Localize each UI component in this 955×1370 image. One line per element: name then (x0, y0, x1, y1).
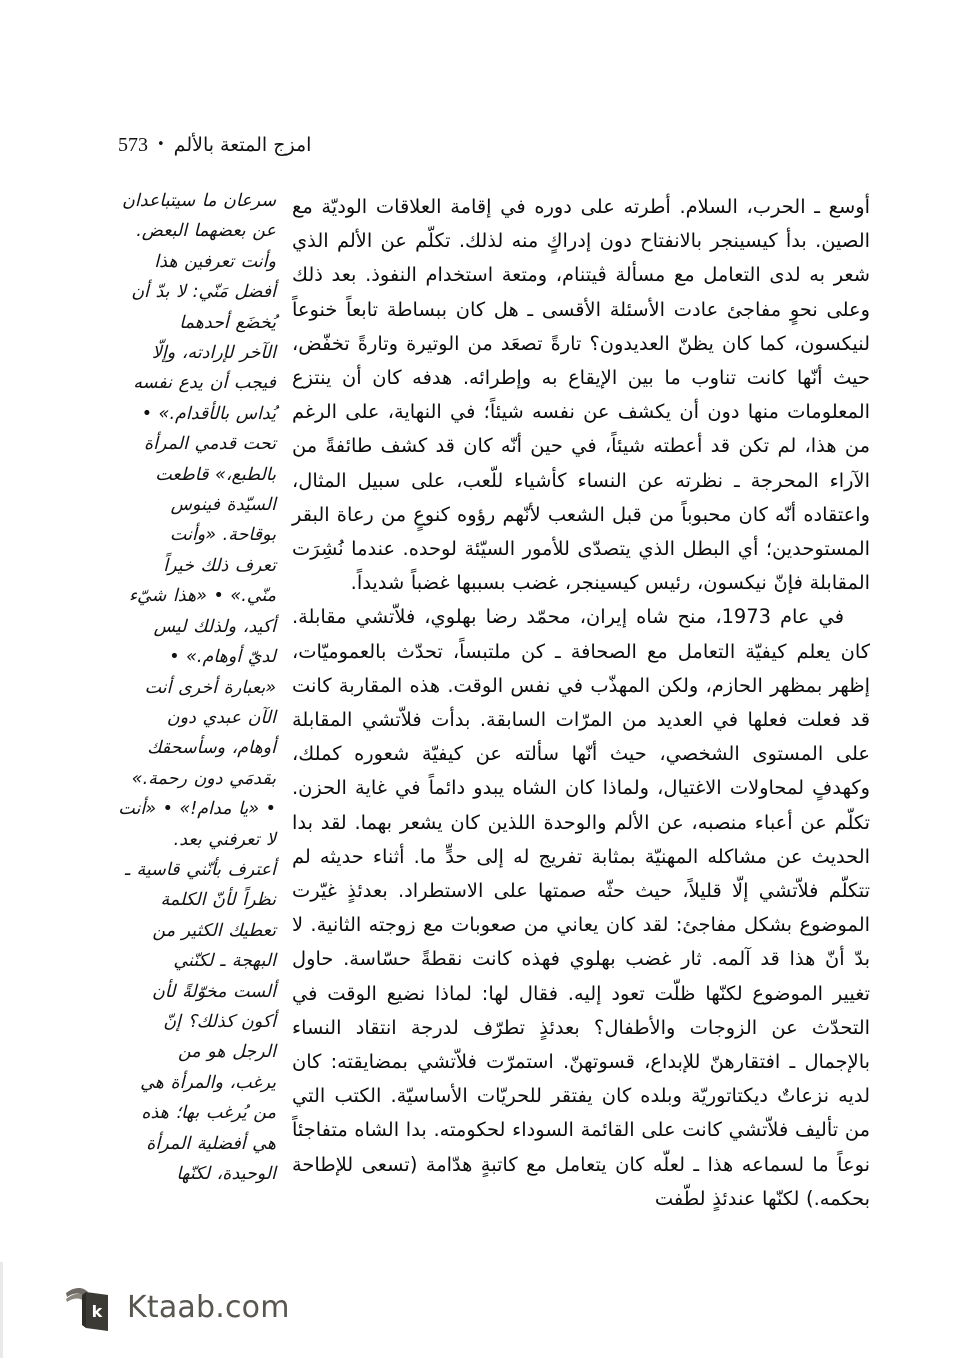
body-paragraph: في عام 1973، منح شاه إيران، محمّد رضا بهلوي، فلاّتشي مقابلة. كان يعلم كيفيّة التعامل مع الصحافة ـ كن ملتبساً، تحدّث بالعموميّات، إظهر بمظهر الحازم، ولكن المهذّب في نفس الوقت. هذه المقاربة كانت قد فعلت فعلها في العديد من المرّات السابقة. بدأت فلاّتشي المقابلة على المستوى الشخصي، حيث أنّها سألته عن كيفيّة شعوره كملك، وكهدفٍ لمحاولات الاغتيال، ولماذا كان الشاه يبدو دائماً في غاية الحزن. تكلّم عن أعباء منصبه، عن الألم والوحدة اللذين كان يشعر بهما. لقد بدا الحديث عن مشاكله المهنيّة بمثابة تفريج له إلى حدٍّ ما. أثناء حديثه لم تتكلّم فلاّتشي إلّا قليلاً، حيث حثّه صمتها على الاستطراد. بعدئذٍ غيّرت الموضوع بشكل مفاجئ: لقد كان يعاني من صعوبات مع زوجته الثانية. لا بدّ أنّ هذا قد آلمه. ثار غضب بهلوي فهذه كانت نقطةً حسّاسة. حاول تغيير الموضوع لكنّها ظلّت تعود إليه. فقال لها: لماذا نضيع الوقت في التحدّث عن الزوجات والأطفال؟ بعدئذٍ تطرّف لدرجة انتقاد النساء بالإجمال ـ افتقارهنّ للإبداع، قسوتهنّ. استمرّت فلاّتشي بمضايقته: كان لديه نزعاتٌ ديكتاتوريّة وبلده كان يفتقر للحريّات الأساسيّة. الكتب التي من تأليف فلاّتشي كانت على القائمة السوداء لحكومته. بدا الشاه متفاجئاً نوعاً ما لسماعه هذا ـ لعلّه كان يتعامل مع كاتبةٍ هدّامة (تسعى للإطاحة بحكمه.) لكنّها عندئذٍ لطّفت (292, 605, 870, 1210)
page-edge-shadow (0, 1262, 3, 1358)
svg-text:k: k (91, 1302, 103, 1321)
sidenote-line: أوهام، وسأسحقك (147, 738, 276, 759)
running-header-inner (118, 128, 311, 162)
running-header (0, 128, 400, 162)
sidenote-line: لا تعرفني بعد. (173, 829, 276, 850)
sidenote-line: تحت قدمي المرأة (144, 434, 276, 455)
sidenote-line: الوحيدة، لكنّها (176, 1164, 276, 1184)
sidenote-line: بوقاحة. «وأنت (169, 525, 276, 546)
sidenote-line: بالطبع،» قاطعت (155, 464, 276, 485)
sidenote-line: أعترف بأنّني قاسية ـ (124, 859, 276, 880)
sidenote-line: «بعبارة أخرى أنت (144, 677, 276, 698)
sidenote-line: البهجة ـ لكنّني (173, 951, 276, 972)
page-number: 573 (118, 134, 148, 156)
sidenote-line: • «يا مدام!» • «أنت (118, 799, 276, 820)
sidenote-line: نظراً لأنّ الكلمة (160, 890, 276, 911)
sidenote-line: يُخضَع أحدهما (179, 312, 276, 333)
body-paragraph: أوسع ـ الحرب، السلام. أطرته على دوره في إقامة العلاقات الوديّة مع الصين. بدأ كيسينجر بالانفتاح دون إدراكٍ منه لذلك. تكلّم عن الألم الذي شعر به لدى التعامل مع مسألة ڤيتنام، ومتعة استخدام النفوذ. بعد ذلك وعلى نحوٍ مفاجئ عادت الأسئلة الأقسى ـ هل كان ببساطة تابعاً خنوعاً لنيكسون، كما كان يظنّ العديدون؟ تارةً تصعَد من الوتيرة وتارةً تخفّض، حيث أنّها كانت تناوب ما بين الإيقاع به وإطرائه. هدفه كان أن ينتزع المعلومات منها دون أن يكشف عن نفسه شيئاً؛ في النهاية، على الرغم من هذا، لم تكن قد أعطته شيئاً، في حين أنّه كان قد كشف طائفةً من الآراء المحرجة ـ نظرته عن النساء كأشياء للّعب، على سبيل المثال، واعتقاده أنّه كان محبوباً من قبل الشعب لأنّهم رؤوه كنوعٍ من رعاة البقر المستوحدين؛ أي البطل الذي يتصدّى للأمور السيّئة لوحده. عندما نُشِرَت المقابلة فإنّ نيكسون، رئيس كيسينجر، غضب بسببها غضباً شديداً. (292, 195, 870, 595)
sidenote-line: أكيد، ولذلك ليس (153, 616, 276, 637)
sidenote-line: هي أفضلية المرأة (146, 1133, 276, 1154)
sidenote-line: السيّدة فينوس (170, 495, 276, 516)
margin-sidenote (104, 186, 276, 1189)
sidenote-line: لديّ أوهام.» • (169, 647, 276, 668)
sidenote-line: من يُرغب بها؛ هذه (141, 1103, 276, 1124)
header-bullet-separator: • (157, 137, 165, 152)
chapter-title: امزج المتعة بالألم (173, 134, 312, 156)
sidenote-line: بقدمَي دون رحمة.» (131, 768, 276, 789)
sidenote-line: تعرف ذلك خيراً (163, 555, 276, 576)
sidenote-line: منّي.» • «هذا شيّء (128, 586, 276, 607)
sidenote-line: الآخر لإرادته، وإلّا (151, 343, 276, 364)
sidenote-line: أكون كذلك؟ إنّ (163, 1011, 276, 1032)
sidenote-line: يُداس بالأقدام.» • (141, 403, 276, 424)
sidenote-line: سرعان ما سيتباعدان (122, 191, 276, 211)
sidenote-line: تعطيك الكثير من (152, 920, 276, 941)
sidenote-line: وأنت تعرفين هذا (154, 251, 276, 272)
sidenote-line: يرغب، والمرأة هي (140, 1072, 276, 1093)
sidenote-line: ألست مخوّلةً لأن (151, 981, 276, 1002)
sidenote-line: أفضل مَنّي: لا بدّ أن (131, 282, 276, 303)
sidenote-line: الآن عبدي دون (166, 707, 276, 728)
sidenote-line: الرجل هو من (177, 1042, 276, 1063)
body-text-column (292, 190, 870, 1216)
book-icon (62, 1281, 114, 1337)
sidenote-line: عن بعضهما البعض. (136, 221, 276, 242)
sidenote-line: فيجب أن يدع نفسه (133, 373, 276, 394)
watermark-label: Ktaab.com (127, 1289, 290, 1325)
watermark (62, 1281, 290, 1337)
